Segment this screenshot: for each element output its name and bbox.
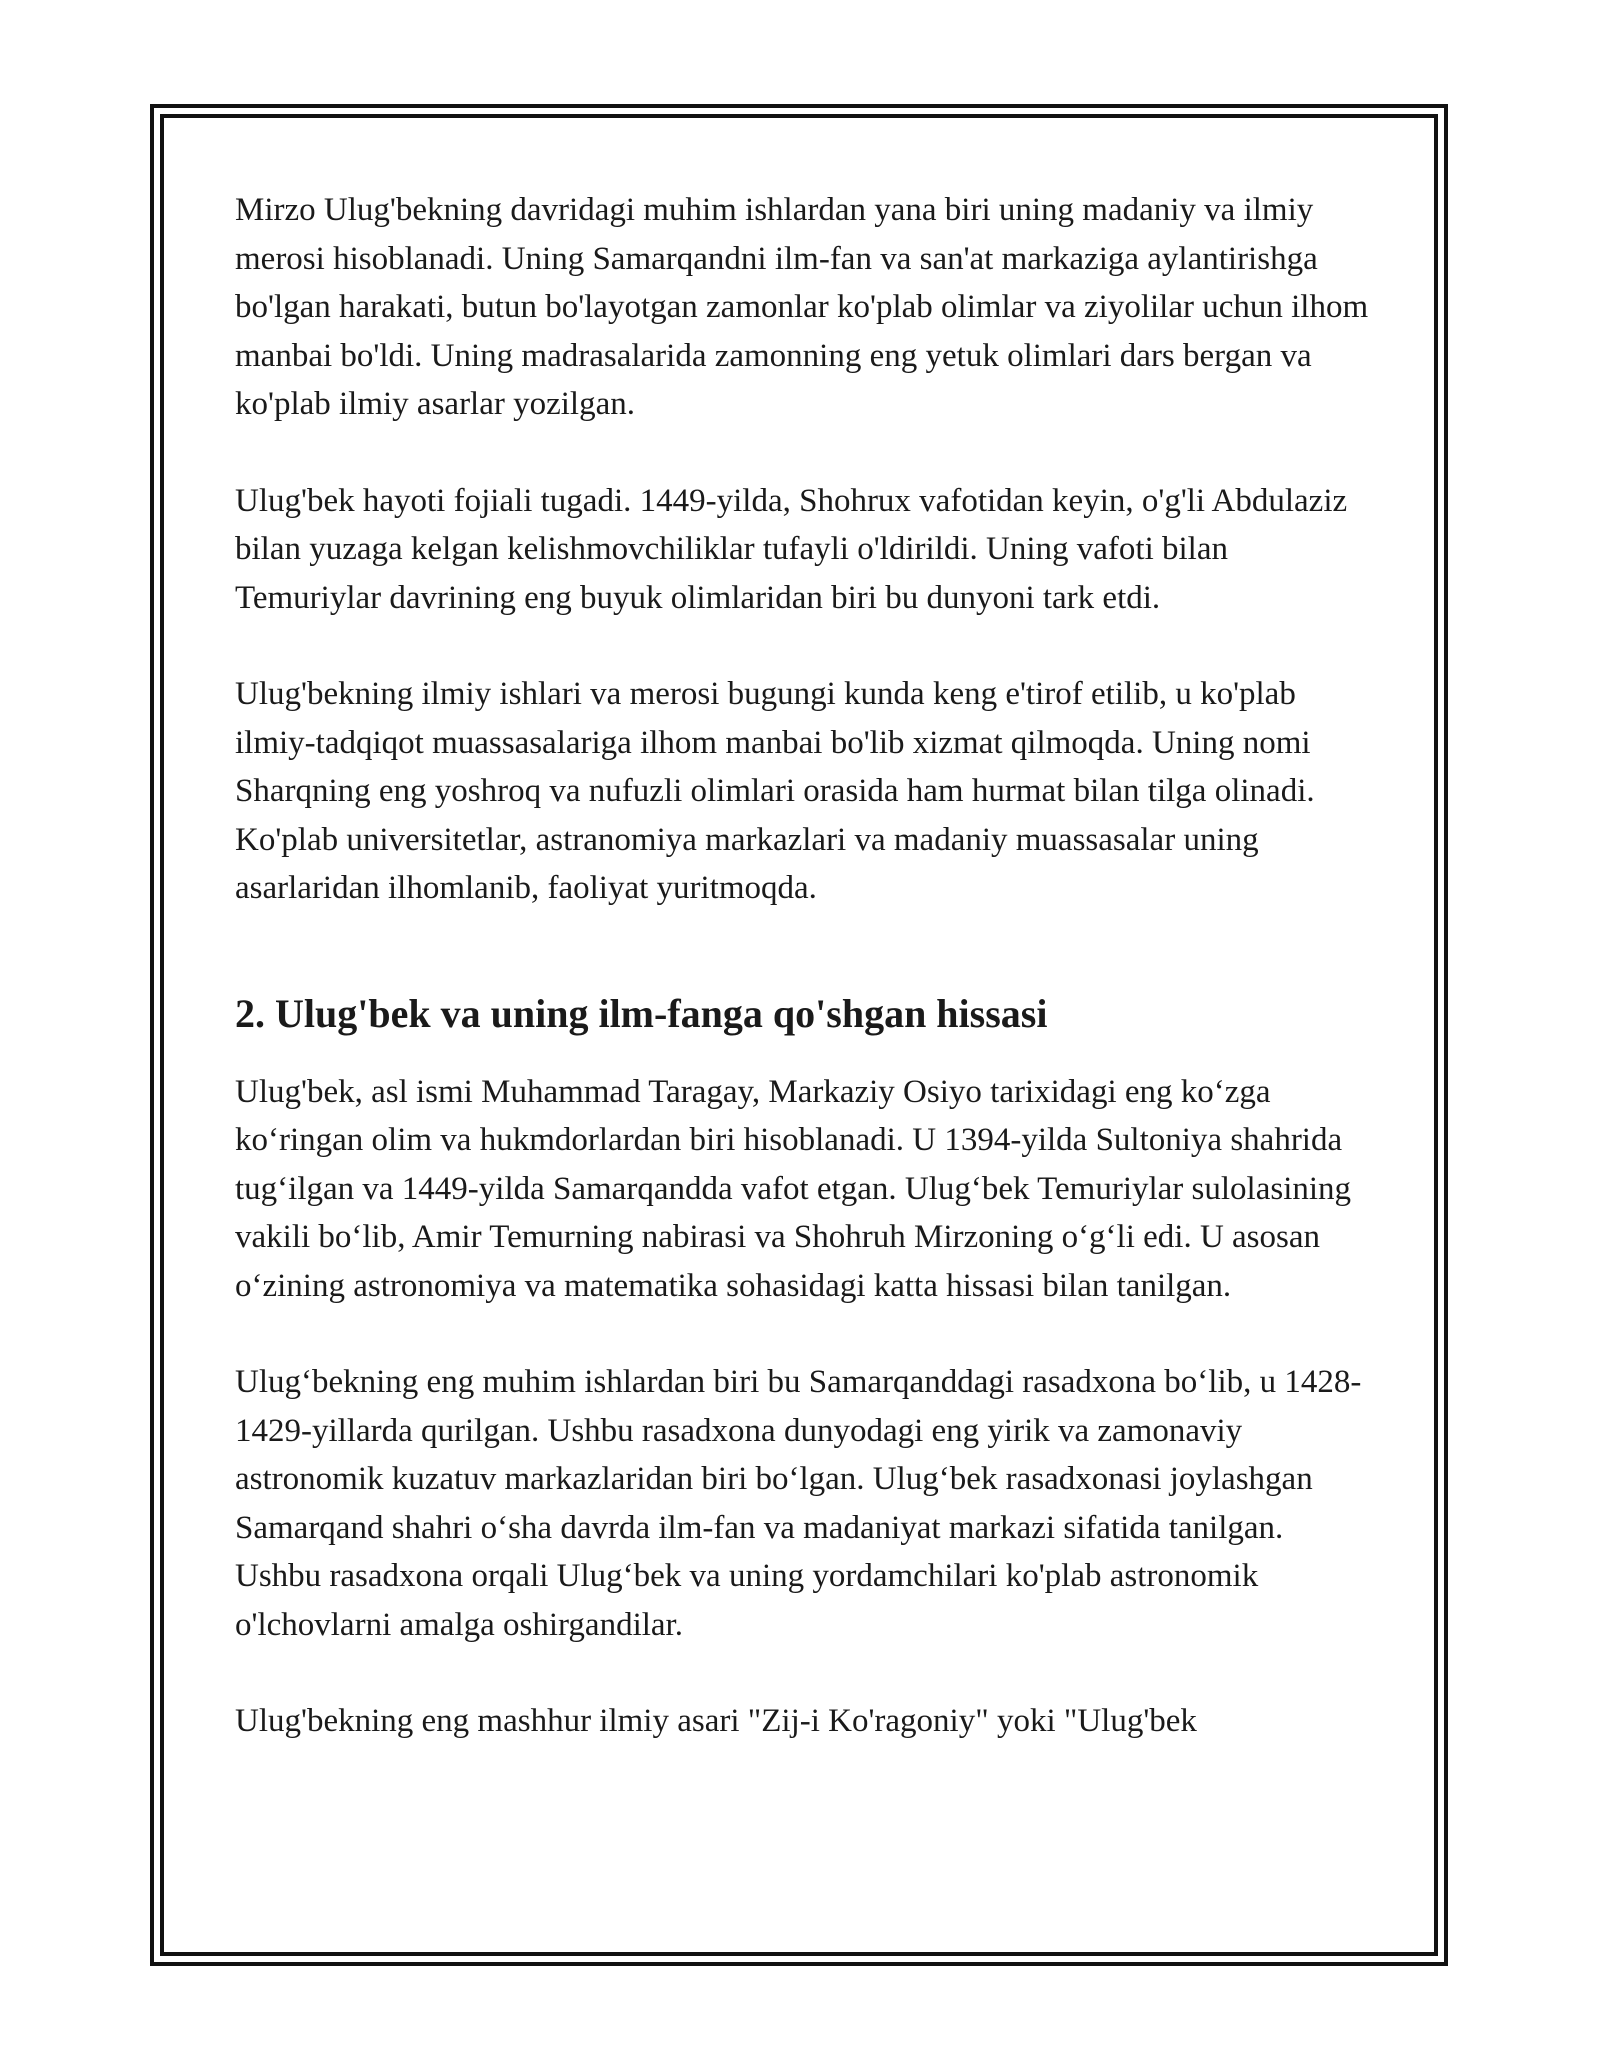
paragraph-modern-recognition: Ulug'bekning ilmiy ishlari va merosi bugungi kunda keng e'tirof etilib, u ko'plab ilmiy-tadqiqot muassasalariga ilhom manbai bo'lib xizmat qilmoqda. Uning nomi Sharqning eng yoshroq va nufuzli olimlari orasida ham hurmat bilan tilga olinadi. Ko'plab universitetlar, astranomiya markazlari va madaniy muassasalar uning asarlaridan ilhomlanib, faoliyat yuritmoqda.: [235, 676, 1315, 906]
document-body: [235, 186, 1375, 1794]
paragraph-tragic-end: Ulug'bek hayoti fojiali tugadi. 1449-yilda, Shohrux vafotidan keyin, o'g'li Abdulaziz bilan yuzaga kelgan kelishmovchiliklar tufayli o'ldirildi. Uning vafoti bilan Temuriylar davrining eng buyuk olimlaridan biri bu dunyoni tark etdi.: [235, 482, 1348, 616]
paragraph-observatory: Ulug‘bekning eng muhim ishlardan biri bu Samarqanddagi rasadxona bo‘lib, u 1428-1429-yillarda qurilgan. Ushbu rasadxona dunyodagi eng yirik va zamonaviy astronomik kuzatuv markazlaridan biri bo‘lgan. Ulug‘bek rasadxonasi joylashgan Samarqand shahri o‘sha davrda ilm-fan va madaniyat markazi sifatida tanilgan. Ushbu rasadxona orqali Ulug‘bek va uning yordamchilari ko'plab astronomik o'lchovlarni amalga oshirgandilar.: [235, 1364, 1362, 1643]
section-heading: 2. Ulug'bek va uning ilm-fanga qo'shgan hissasi: [235, 990, 1048, 1036]
paragraph-biography: Ulug'bek, asl ismi Muhammad Taragay, Markaziy Osiyo tarixidagi eng ko‘zga ko‘ringan olim va hukmdorlardan biri hisoblanadi. U 1394-yilda Sultoniya shahrida tug‘ilgan va 1449-yilda Samarqandda vafot etgan. Ulug‘bek Temuriylar sulolasining vakili bo‘lib, Amir Temurning nabirasi va Shohruh Mirzoning o‘g‘li edi. U asosan o‘zining astronomiya va matematika sohasidagi katta hissasi bilan tanilgan.: [235, 1073, 1352, 1304]
paragraph-zij: Ulug'bekning eng mashhur ilmiy asari "Zij-i Ko'ragoniy" yoki "Ulug'bek: [235, 1703, 1197, 1739]
paragraph-cultural-legacy: Mirzo Ulug'bekning davridagi muhim ishlardan yana biri uning madaniy va ilmiy merosi hisoblanadi. Uning Samarqandni ilm-fan va san'at markaziga aylantirishga bo'lgan harakati, butun bo'layotgan zamonlar ko'plab olimlar va ziyolilar uchun ilhom manbai bo'ldi. Uning madrasalarida zamonning eng yetuk olimlari dars bergan va ko'plab ilmiy asarlar yozilgan.: [235, 192, 1369, 422]
